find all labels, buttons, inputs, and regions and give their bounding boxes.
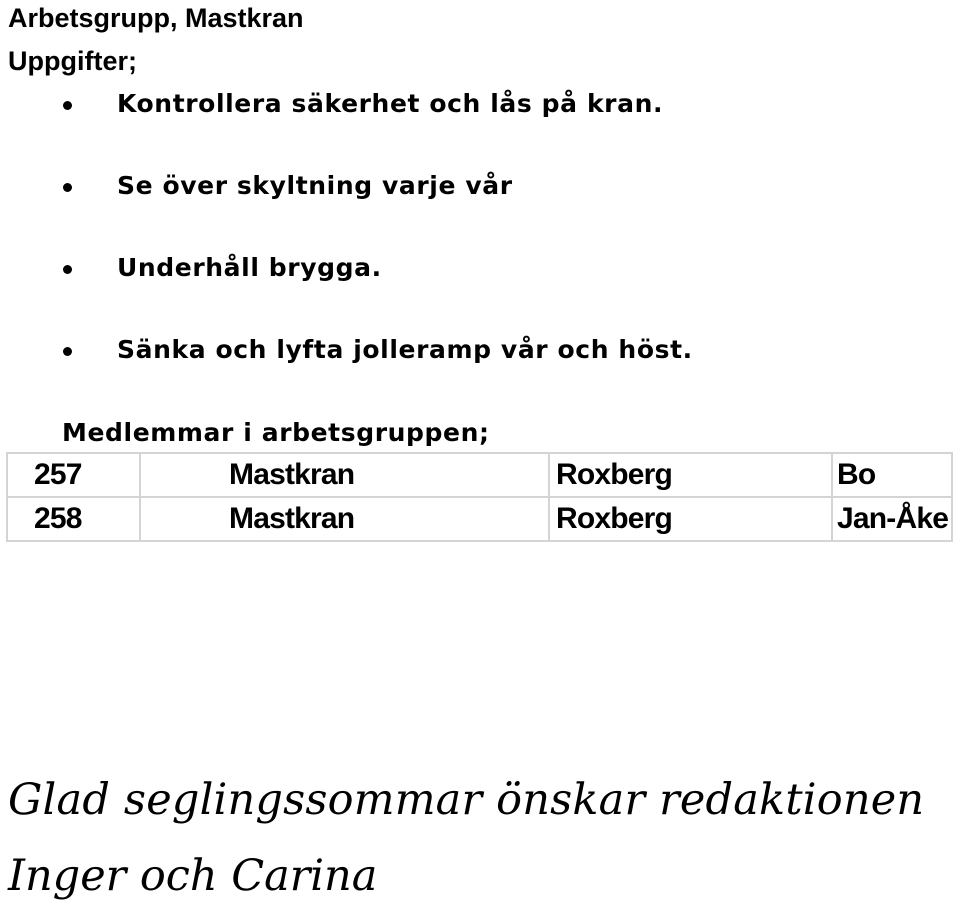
table-row — [7, 453, 952, 497]
bullet-icon — [63, 347, 72, 356]
task-text: Se över skyltning varje vår — [117, 171, 513, 200]
bullet-icon — [63, 101, 72, 110]
table-row — [7, 497, 952, 541]
member-group: Mastkran — [140, 497, 549, 541]
members-table — [6, 452, 953, 542]
task-text: Sänka och lyfta jolleramp vår och höst. — [117, 335, 693, 364]
members-heading: Medlemmar i arbetsgruppen; — [62, 418, 490, 447]
signature: Inger och Carina — [8, 851, 378, 901]
member-first-name: Bo — [832, 453, 952, 497]
member-group: Mastkran — [140, 453, 549, 497]
member-first-name: Jan-Åke — [832, 497, 952, 541]
member-number: 257 — [7, 453, 140, 497]
member-last-name: Roxberg — [549, 497, 832, 541]
member-number: 258 — [7, 497, 140, 541]
task-text: Underhåll brygga. — [117, 253, 382, 282]
tasks-label: Uppgifter; — [8, 46, 137, 76]
bullet-icon — [63, 183, 72, 192]
page-title: Arbetsgrupp, Mastkran — [8, 3, 304, 33]
farewell-message: Glad seglingssommar önskar redaktionen — [8, 775, 925, 825]
task-text: Kontrollera säkerhet och lås på kran. — [117, 89, 664, 118]
member-last-name: Roxberg — [549, 453, 832, 497]
bullet-icon — [63, 265, 72, 274]
